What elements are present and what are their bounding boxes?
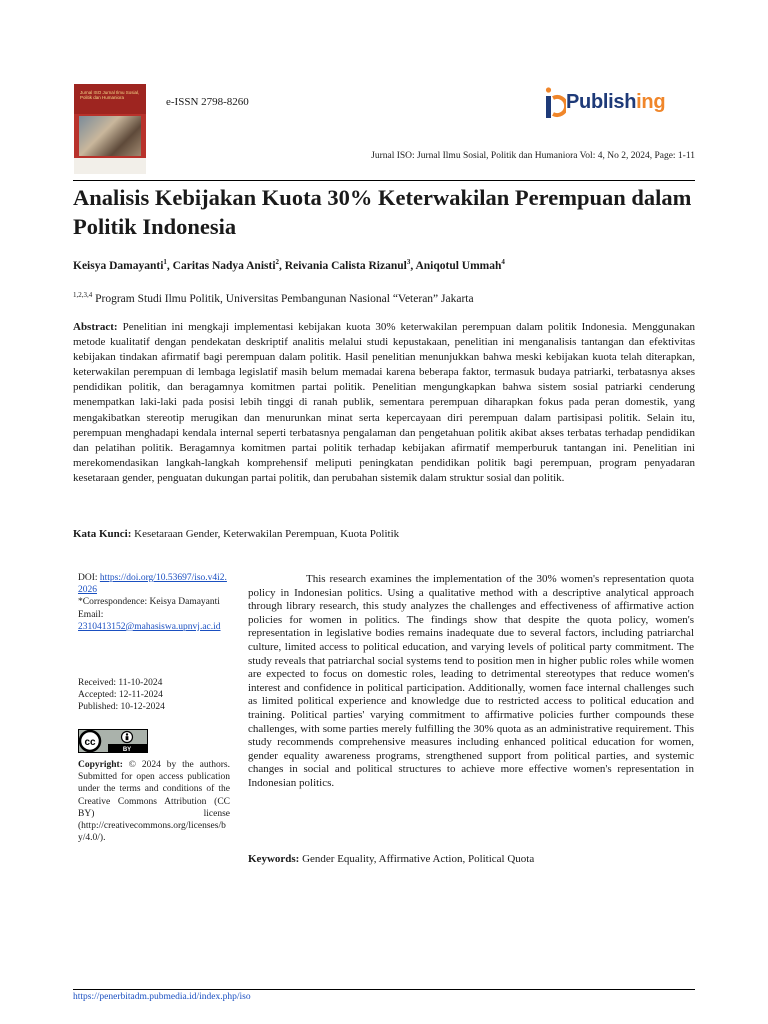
svg-text:cc: cc (84, 737, 96, 748)
author-sup: 4 (501, 258, 505, 266)
copyright-text: © 2024 by the authors. Submitted for open access publication under the terms and conditions of the Creative Commons Attribution (CC BY) license (http://creativecommons.org/licenses/by/4.0/). (78, 760, 230, 844)
author-sup: 2 (275, 258, 280, 266)
publishing-logo (544, 86, 684, 126)
author-name: Keisya Damayanti (73, 259, 164, 272)
doi-link[interactable]: https://doi.org/10.53697/iso.v4i2.2026 (78, 573, 227, 596)
copyright-label: Copyright: (78, 760, 123, 770)
correspondence: *Correspondence: Keisya Damayanti (78, 597, 220, 608)
footer-divider (73, 989, 695, 990)
logo-text-ing: ing (636, 91, 666, 113)
journal-cover-image (74, 84, 146, 174)
keywords (248, 853, 534, 865)
author-name: Reivania Calista Rizanul (284, 259, 407, 272)
kata-kunci-label: Kata Kunci: (73, 528, 132, 540)
cc-by-label: BY (122, 747, 132, 753)
english-abstract-text: This research examines the implementation of the 30% women's representation quota policy in Indonesian politics. Using a qualitative method with a descriptive analytical approach through library research, this study analyzes the challenges and effectiveness of affirmative action policies for women in politics. The findings show that despite the quota policy, women's representation in legislative bodies remains inadequate due to several factors, including patriarchal culture, limited access to political education, and varying levels of political party commitment. The study reveals that patriarchal social systems tend to position men in higher public roles while women are expected to focus on domestic roles, leading to detrimental stereotypes that reduce women's interest and confidence in political participation. Additionally, women face internal challenges such as limited political experience and knowledge due to restricted access to political education and training. Political parties' varying commitment to affirmative policies further compounds these challenges, with some parties merely fulfilling the 30% quota as an administrative requirement. This study recommends comprehensive measures including enhanced political education for women, gender equality awareness programs, strengthened support from political parties, and systemic changes in social and political structures to achieve more effective women's representation in Indonesian politics. (248, 573, 694, 789)
email-link[interactable]: 2310413152@mahasiswa.upnvj.ac.id (78, 621, 221, 632)
abstract-english (248, 573, 694, 791)
cc-by-badge (78, 729, 148, 753)
author-sup: 3 (406, 258, 411, 266)
kata-kunci-text: Kesetaraan Gender, Keterwakilan Perempuan, Kuota Politik (131, 528, 400, 540)
published-date: Published: 10-12-2024 (78, 702, 165, 713)
abstract-text: Penelitian ini mengkaji implementasi kebijakan kuota 30% keterwakilan perempuan dalam politik Indonesia. Menggunakan metode kualitatif dengan pendekatan deskriptif analitis melalui studi kepustakaan, penelitian ini menganalisis tantangan dan efektivitas kebijakan tindakan afirmatif bagi perempuan dalam politik. Hasil penelitian menunjukkan bahwa meski kebijakan kuota telah diterapkan, keterwakilan perempuan di lembaga legislatif masih belum memadai karena beberapa faktor, termasuk budaya patriarki, terbatasnya akses pendidikan politik, dan beragamnya komitmen partai politik. Penelitian mengungkapkan bahwa sistem sosial patriarki cenderung menempatkan laki-laki pada posisi lebih tinggi di ranah publik, sementara perempuan diharapkan fokus pada peran domestik, yang mengakibatkan stereotip merugikan dan menurunkan minat serta kepercayaan diri perempuan dalam partisipasi politik. Selain itu, perempuan menghadapi kendala internal seperti terbatasnya pengalaman dan pengetahuan politik akibat akses terbatas terhadap pendidikan dan pelatihan politik. Beragamnya komitmen partai politik terhadap kebijakan afirmatif memperburuk tantangan ini. Penelitian ini merekomendasikan langkah-langkah komprehensif meliputi peningkatan pendidikan politik bagi perempuan, program penyadaran kesetaraan gender, penguatan dukungan partai politik, dan perubahan sistemik dalam struktur sosial dan politik. (73, 321, 695, 484)
email-label: Email: (78, 609, 104, 620)
article-dates (78, 677, 165, 714)
article-info-sidebar (78, 572, 230, 633)
affiliation-text: Program Studi Ilmu Politik, Universitas Pembangunan Nasional “Veteran” Jakarta (92, 292, 474, 305)
author-name: Caritas Nadya Anisti (172, 259, 276, 272)
journal-cover-title: Jurnal ISO Jurnal Ilmu Sosial, Politik dan Humaniora (80, 90, 140, 100)
doi-label: DOI: (78, 573, 100, 583)
journal-citation-line: Jurnal ISO: Jurnal Ilmu Sosial, Politik dan Humaniora Vol: 4, No 2, 2024, Page: 1-11 (371, 151, 695, 161)
eissn: e-ISSN 2798-8260 (166, 96, 249, 108)
kata-kunci (73, 528, 399, 540)
abstract-indonesian (73, 320, 695, 486)
publishing-logo-icon (544, 86, 566, 122)
author-list: Keisya Damayanti$^1$, Caritas Nadya Anisti$^2$, Reivania Calista Rizanul$^3$, Aniqotul Ummah$^4$ (73, 258, 505, 272)
author-sup: 1 (163, 258, 167, 266)
copyright-notice (78, 759, 230, 844)
logo-text-publish: Publish (566, 91, 637, 113)
keywords-text: Gender Equality, Affirmative Action, Political Quota (299, 853, 535, 865)
affiliation (73, 291, 474, 305)
affiliation-sup: 1,2,3,4 (73, 291, 93, 299)
received-date: Received: 11-10-2024 (78, 678, 163, 688)
paper-title: Analisis Kebijakan Kuota 30% Keterwakilan Perempuan dalam Politik Indonesia (73, 185, 692, 239)
keywords-label: Keywords: (248, 853, 300, 865)
header-divider (73, 180, 695, 181)
accepted-date: Accepted: 12-11-2024 (78, 690, 163, 701)
author-name: Aniqotul Ummah (415, 259, 502, 272)
footer-url[interactable]: https://penerbitadm.pubmedia.id/index.php/iso (73, 992, 251, 1002)
abstract-label: Abstract: (73, 321, 118, 333)
